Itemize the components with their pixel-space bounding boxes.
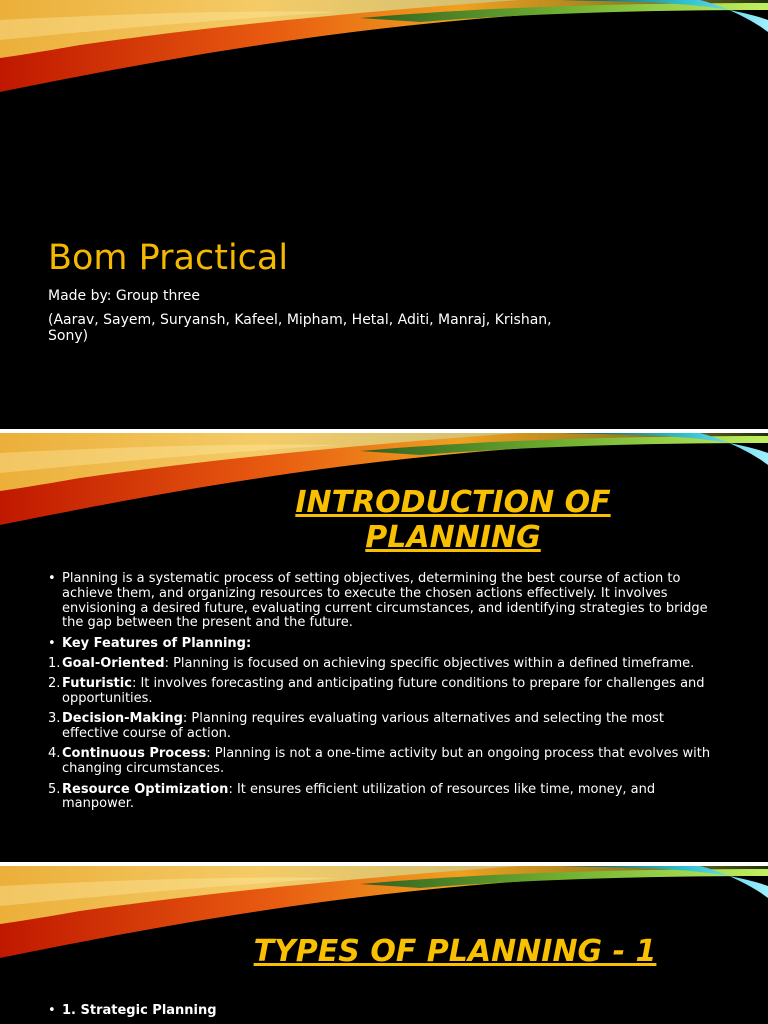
list-item [48,677,718,707]
feature-text: : It involves forecasting and anticipating future conditions to prepare for challenges and opportunities. [62,676,705,707]
feature-term: Goal-Oriented [62,655,165,671]
made-by-text: Made by: Group three [48,288,201,304]
intro-paragraph: Planning is a systematic process of setting objectives, determining the best course of action to achieve them, and organizing resources to execute the chosen actions effectively. It involves envisioning a desired future, evaluating current circumstances, and identifying strategies to bridge the gap between the present and the future. [62,571,708,631]
slide-introduction [0,433,768,862]
slide-body [48,572,718,818]
presentation-title: Bom Practical [48,238,289,278]
list-item [48,712,718,742]
group-members-text: (Aarav, Sayem, Suryansh, Kafeel, Mipham, Hetal, Aditi, Manraj, Krishan, Sony) [48,312,552,344]
slide-heading: TYPES OF PLANNING - 1 [253,934,657,969]
first-item-text: 1. Strategic Planning [62,1003,217,1018]
feature-text: : Planning is not a one-time activity but an ongoing process that evolves with changing circumstances. [62,746,711,777]
feature-term: Resource Optimization [62,781,229,797]
item-number: 1. [48,655,61,671]
bullet-marker: • [48,571,56,586]
features-heading: Key Features of Planning: [62,635,252,651]
list-item [48,747,718,777]
header-swoosh-decoration [0,0,768,95]
feature-text: : Planning is focused on achieving specific objectives within a defined timeframe. [164,655,695,671]
item-number: 3. [48,711,61,727]
item-number: 2. [48,676,61,692]
list-item [48,572,718,631]
slide-types-of-planning [0,866,768,1024]
list-item [48,637,718,652]
feature-text: : It ensures efficient utilization of resources like time, money, and manpower. [62,781,656,812]
slide-title [0,0,768,429]
bullet-marker: • [48,635,56,651]
feature-text: : Planning requires evaluating various alternatives and selecting the most effective course of action. [62,711,664,742]
feature-term: Continuous Process [62,746,207,762]
item-number: 5. [48,781,61,797]
list-item [48,657,718,672]
feature-term: Futuristic [62,676,132,692]
list-item [48,783,718,813]
item-number: 4. [48,746,61,762]
feature-term: Decision-Making [62,711,183,727]
list-item [48,1004,718,1019]
slide-heading: INTRODUCTION OF PLANNING [295,485,611,555]
bullet-marker: • [48,1003,56,1018]
slide-body [48,1004,718,1024]
